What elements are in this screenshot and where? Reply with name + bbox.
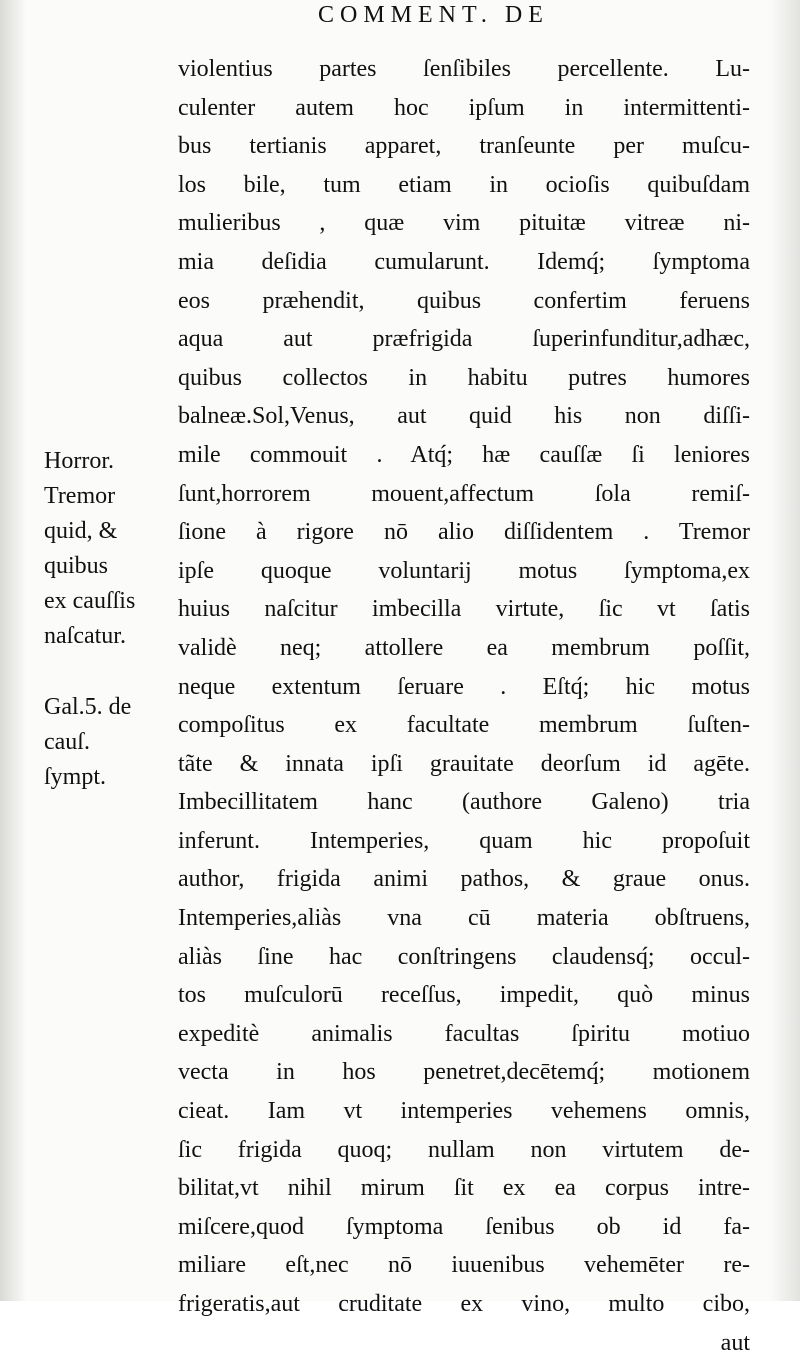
text-line: inferunt. Intemperies, quam hic propoſuit [178,827,750,854]
text-line: validè neq; attollere ea membrum poſſit, [178,634,750,661]
text-line: balneæ.Sol,Venus, aut quid his non diſſi- [178,403,750,430]
text-line: los bile, tum etiam in ocioſis quibuſdam [178,171,750,198]
margin-notes-galen-reference [44,690,172,795]
text-line: bus tertianis apparet, tranſeunte per muſcu- [178,133,750,160]
text-line: mia deſidia cumularunt. Idemq́; ſymptoma [178,248,750,275]
text-line: cieat. Iam vt intemperies vehemens omnis, [178,1098,750,1125]
margin-note-line: Gal.5. de [44,694,132,720]
margin-note-line: Horror. [44,448,114,474]
text-line: Imbecillitatem hanc (authore Galeno) tria [178,789,750,816]
text-line: miſcere,quod ſymptoma ſenibus ob id fa- [178,1213,750,1240]
text-line: ipſe quoque voluntarij motus ſymptoma,ex [178,557,750,584]
text-line: Intemperies,aliàs vna cū materia obſtruens, [178,905,750,932]
text-line: vecta in hos penetret,decētemq́; motionem [178,1059,750,1086]
margin-note-line: naſcatur. [44,623,126,649]
margin-note-line: ex cauſſis [44,588,136,614]
text-line: eos præhendit, quibus confertim feruens [178,287,750,314]
text-line: ſunt,horrorem mouent,affectum ſola remiſ- [178,480,750,507]
margin-notes-horror-tremor [44,444,172,654]
margin-note-line: cauſ. [44,729,90,755]
margin-note-line: Tremor [44,483,116,509]
text-line: violentius partes ſenſibiles percellente. Lu- [178,56,750,82]
text-line: compoſitus ex facultate membrum ſuſten- [178,712,750,739]
text-line: ſic frigida quoq; nullam non virtutem de- [178,1136,750,1163]
text-line: culenter autem hoc ipſum in intermittenti- [178,94,750,121]
text-line: mile commouit . Atq́; hæ cauſſæ ſi leniores [178,441,750,468]
text-line: tãte & innata ipſi grauitate deorſum id agēte. [178,750,750,777]
margin-note-line: quid, & [44,518,118,544]
text-line: aliàs ſine hac conſtringens claudensq́; occul- [178,943,750,970]
catchword: aut [720,1329,750,1356]
text-line: tos muſculorū receſſus, impedit, quò minus [178,982,750,1009]
margin-note-line: quibus [44,553,109,579]
text-line: frigeratis,aut cruditate ex vino, multo cibo, [178,1291,750,1317]
text-line: quibus collectos in habitu putres humores [178,364,750,391]
text-line: huius naſcitur imbecilla virtute, ſic vt ſatis [178,596,750,623]
text-line: aqua aut præfrigida ſuperinfunditur,adhæc, [178,326,750,353]
text-line: bilitat,vt nihil mirum ſit ex ea corpus intre- [178,1175,750,1202]
text-line: ſione à rigore nō alio diſſidentem . Tremor [178,519,750,546]
text-line: author, frigida animi pathos, & graue onus. [178,866,750,893]
text-line: miliare eſt,nec nō iuuenibus vehemēter re- [178,1252,750,1279]
text-line: expeditè animalis facultas ſpiritu motiuo [178,1020,750,1047]
running-head: COMMENT. DE [318,2,549,28]
margin-note-line: ſympt. [44,764,107,790]
text-line: mulieribus , quæ vim pituitæ vitreæ ni- [178,210,750,237]
body-text [178,50,750,1362]
text-line: neque extentum ſeruare . Eſtq́; hic motus [178,673,750,700]
